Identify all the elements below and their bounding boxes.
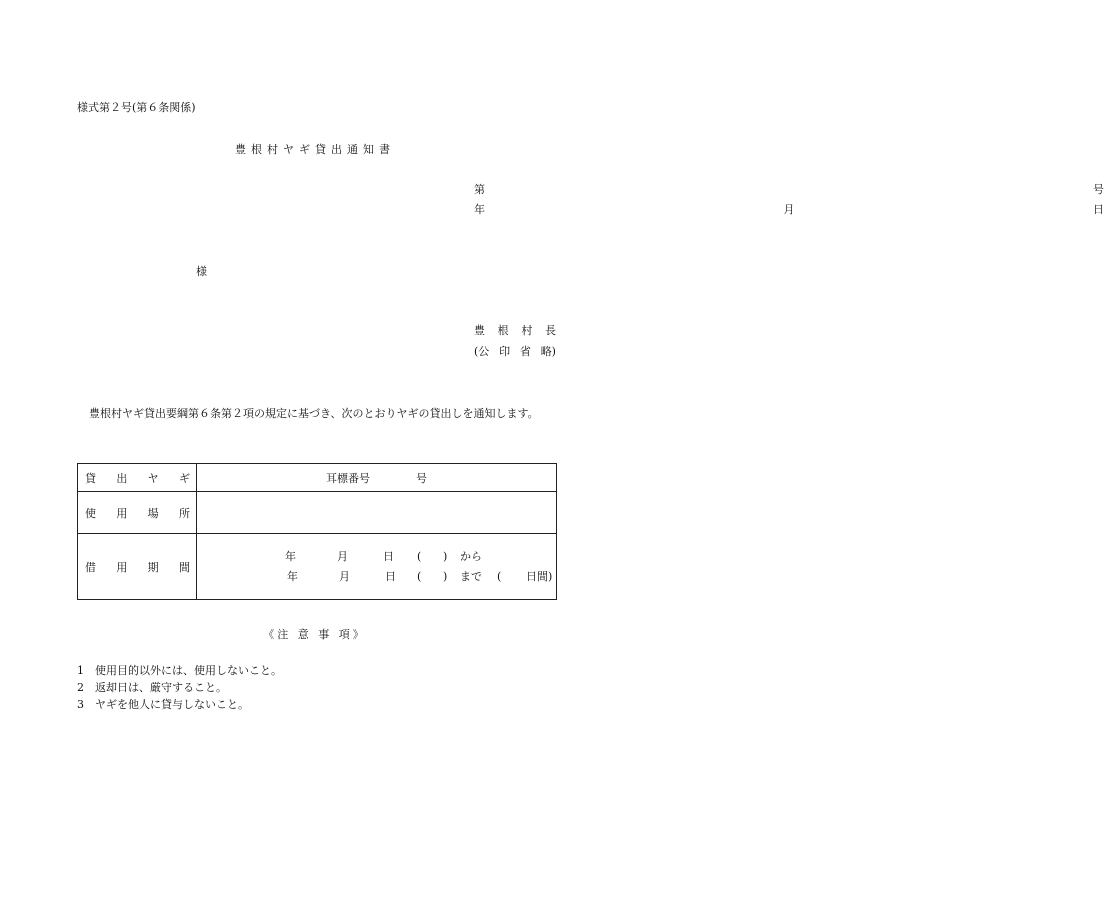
seal-note-part: 印	[499, 345, 511, 358]
table-row-period	[78, 534, 557, 600]
table-row-goat	[78, 464, 557, 492]
period-year: 年	[285, 549, 296, 563]
ear-tag-label: 耳標番号	[326, 471, 370, 485]
weekday-paren-close: )	[443, 549, 448, 563]
document-number-line	[474, 183, 1104, 197]
label-char: 用	[116, 506, 128, 520]
period-from: から	[460, 549, 482, 563]
note-number: 1	[77, 664, 84, 677]
label-cell-period	[78, 534, 197, 600]
period-end-line	[197, 567, 556, 587]
date-month: 月	[783, 203, 795, 216]
label-cell-goat	[78, 464, 197, 492]
period-until: まで	[460, 569, 482, 583]
period-year: 年	[287, 569, 298, 583]
issuer-char: 長	[544, 324, 556, 337]
weekday-paren-open: (	[417, 549, 422, 563]
number-prefix: 第	[474, 183, 485, 196]
weekday-paren-open: (	[417, 569, 422, 583]
label-char: 貸	[85, 471, 96, 485]
number-suffix: 号	[1093, 183, 1104, 196]
list-item	[77, 679, 282, 696]
ear-tag-cell	[197, 464, 557, 492]
document-title: 豊根村ヤギ貸出通知書	[235, 143, 395, 156]
notice-body-text: 豊根村ヤギ貸出要綱第６条第２項の規定に基づき、次のとおりヤギの貸出しを通知します。	[89, 407, 539, 420]
label-cell-location	[78, 492, 197, 534]
period-month: 月	[339, 569, 350, 583]
seal-omitted-note	[474, 345, 556, 359]
seal-note-part: 略)	[540, 345, 556, 358]
period-month: 月	[337, 549, 348, 563]
note-number: 3	[77, 698, 84, 711]
label-char: 使	[85, 506, 96, 520]
recipient-honorific: 様	[196, 265, 207, 278]
date-day: 日	[1093, 203, 1104, 216]
issuer-char: 村	[521, 324, 533, 337]
list-item	[77, 662, 282, 679]
days-paren-open: (	[497, 569, 502, 583]
issuer-char: 豊	[474, 324, 485, 337]
label-char: 借	[85, 560, 96, 574]
label-char: ギ	[178, 471, 190, 485]
notes-heading: 《注 意 事 項》	[263, 628, 367, 641]
period-day: 日	[383, 549, 394, 563]
seal-note-part: 省	[519, 345, 531, 358]
period-day: 日	[385, 569, 396, 583]
label-char: ヤ	[147, 471, 159, 485]
note-text: ヤギを他人に貸与しないこと。	[95, 698, 249, 711]
seal-note-part: (公	[474, 345, 490, 358]
location-value-cell	[197, 492, 557, 534]
table-row-location	[78, 492, 557, 534]
date-year: 年	[474, 203, 485, 216]
label-char: 間	[178, 560, 190, 574]
label-char: 出	[116, 471, 128, 485]
list-item	[77, 696, 282, 713]
notes-list	[77, 662, 282, 713]
weekday-paren-close: )	[443, 569, 448, 583]
label-char: 所	[178, 506, 190, 520]
loan-details-table	[77, 463, 557, 600]
note-number: 2	[77, 681, 84, 694]
label-char: 期	[147, 560, 159, 574]
label-char: 場	[147, 506, 159, 520]
issue-date-line	[474, 203, 1104, 217]
period-value-cell	[197, 534, 557, 600]
form-number-label: 様式第２号(第６条関係)	[77, 101, 196, 114]
issuer-char: 根	[497, 324, 509, 337]
label-char: 用	[116, 560, 128, 574]
ear-tag-suffix: 号	[416, 471, 427, 485]
note-text: 返却日は、厳守すること。	[95, 681, 227, 694]
note-text: 使用目的以外には、使用しないこと。	[95, 664, 282, 677]
period-start-line	[197, 547, 556, 567]
issuer-title	[474, 324, 556, 338]
days-count-label: 日間)	[526, 569, 553, 583]
